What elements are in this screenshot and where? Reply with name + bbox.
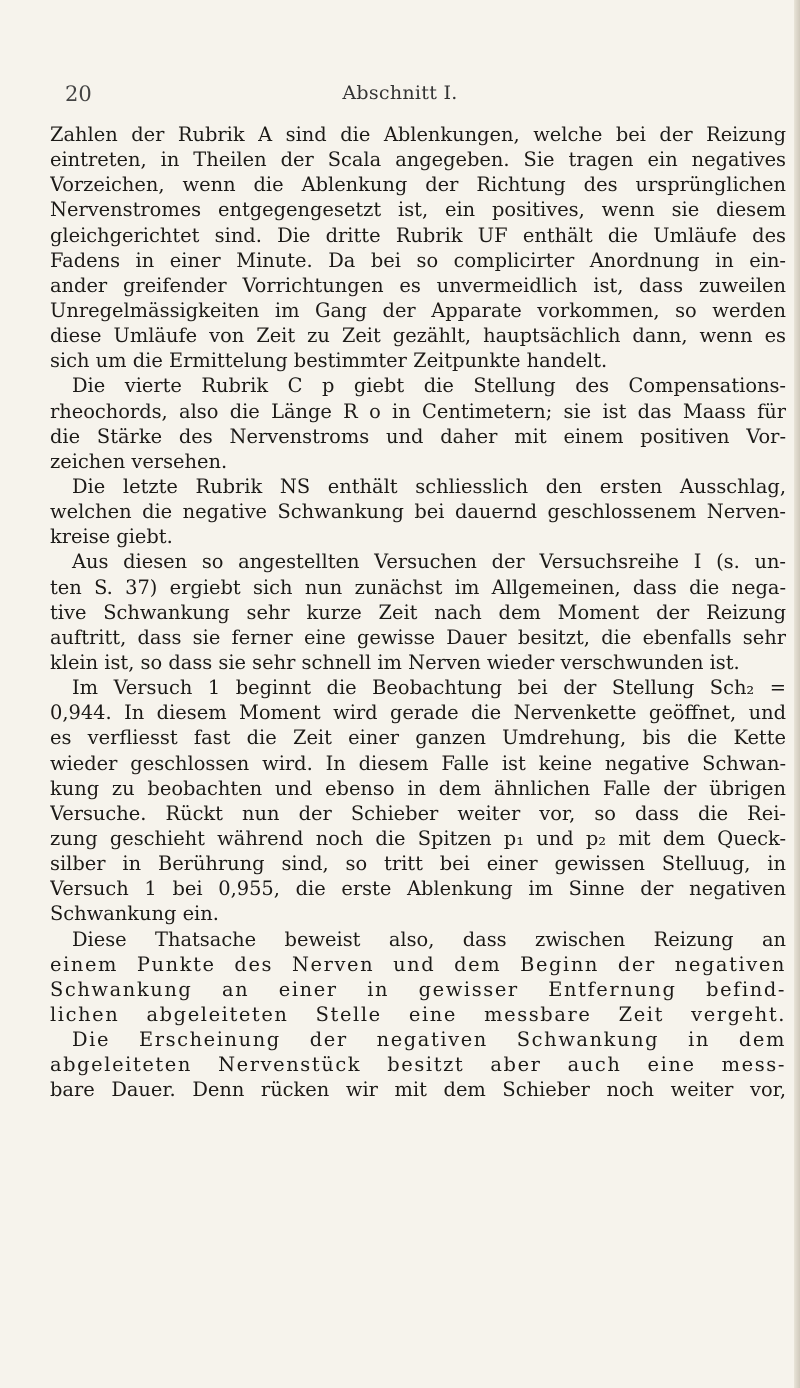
text-line: rheochords, also die Länge R o in Centimetern; sie ist das Maass für (50, 399, 786, 423)
text-line: sich um die Ermittelung bestimmter Zeitpunkte handelt. (50, 349, 608, 373)
text-line: bare Dauer. Denn rücken wir mit dem Schieber noch weiter vor, (50, 1078, 786, 1102)
text-line: 0,944. In diesem Moment wird gerade die Nervenkette geöffnet, und (50, 701, 786, 725)
text-line: kung zu beobachten und ebenso in dem ähnlichen Falle der übrigen (50, 776, 786, 800)
text-line: Schwankung an einer in gewisser Entfernung befind- (50, 977, 786, 1001)
running-head: Abschnitt I. (342, 82, 458, 104)
text-line: Versuche. Rückt nun der Schieber weiter vor, so dass die Rei- (50, 801, 786, 825)
text-line: Schwankung ein. (50, 902, 219, 926)
text-line: auftritt, dass sie ferner eine gewisse Dauer besitzt, die ebenfalls sehr (50, 625, 786, 649)
text-line: zeichen versehen. (50, 449, 228, 473)
text-line: Vorzeichen, wenn die Ablenkung der Richtung des ursprünglichen (50, 173, 786, 197)
text-line: silber in Berührung sind, so tritt bei einer gewissen Stelluug, in (50, 852, 786, 876)
text-line: kreise giebt. (50, 525, 173, 549)
text-line: Die Erscheinung der negativen Schwankung in dem (72, 1028, 786, 1052)
text-line: tive Schwankung sehr kurze Zeit nach dem Moment der Reizung (50, 600, 786, 624)
text-line: wieder geschlossen wird. In diesem Falle ist keine negative Schwan- (50, 751, 786, 775)
text-line: diese Umläufe von Zeit zu Zeit gezählt, hauptsächlich dann, wenn es (50, 324, 786, 348)
text-line: Zahlen der Rubrik A sind die Ablenkungen, welche bei der Reizung (50, 123, 786, 146)
text-line: lichen abgeleiteten Stelle eine messbare Zeit vergeht. (50, 1002, 786, 1026)
text-line: Versuch 1 bei 0,955, die erste Ablenkung im Sinne der negativen (50, 877, 786, 901)
text-line: Unregelmässigkeiten im Gang der Apparate vorkommen, so werden (50, 298, 786, 322)
text-line: einem Punkte des Nerven und dem Beginn der negativen (50, 952, 786, 976)
text-line: abgeleiteten Nervenstück besitzt aber auch eine mess- (50, 1053, 786, 1077)
text-line: Fadens in einer Minute. Da bei so complicirter Anordnung in ein- (50, 248, 786, 272)
body-text (50, 122, 786, 1102)
page-header (0, 82, 800, 108)
text-line: ten S. 37) ergiebt sich nun zunächst im Allgemeinen, dass die nega- (50, 575, 786, 599)
text-line: Die vierte Rubrik C p giebt die Stellung des Compensations- (72, 374, 786, 398)
text-line: Im Versuch 1 beginnt die Beobachtung bei der Stellung Sch₂ = (72, 676, 786, 700)
text-line: eintreten, in Theilen der Scala angegeben. Sie tragen ein negatives (50, 148, 786, 172)
text-line: Nervenstromes entgegengesetzt ist, ein positives, wenn sie diesem (50, 198, 786, 222)
text-line: es verfliesst fast die Zeit einer ganzen Umdrehung, bis die Kette (50, 726, 786, 750)
text-line: gleichgerichtet sind. Die dritte Rubrik UF enthält die Umläufe des (50, 223, 786, 247)
text-line: ander greifender Vorrichtungen es unvermeidlich ist, dass zuweilen (50, 273, 786, 297)
text-line: Diese Thatsache beweist also, dass zwischen Reizung an (72, 927, 786, 951)
page-edge (794, 0, 800, 1388)
page-number: 20 (65, 82, 92, 106)
text-line: klein ist, so dass sie sehr schnell im Nerven wieder verschwunden ist. (50, 650, 740, 674)
text-line: welchen die negative Schwankung bei dauernd geschlossenem Nerven- (50, 500, 786, 524)
text-line: Die letzte Rubrik NS enthält schliesslich den ersten Ausschlag, (72, 474, 786, 498)
text-line: zung geschieht während noch die Spitzen p₁ und p₂ mit dem Queck- (50, 826, 786, 850)
text-line: die Stärke des Nervenstroms und daher mit einem positiven Vor- (50, 424, 786, 448)
text-line: Aus diesen so angestellten Versuchen der Versuchsreihe I (s. un- (72, 550, 786, 574)
